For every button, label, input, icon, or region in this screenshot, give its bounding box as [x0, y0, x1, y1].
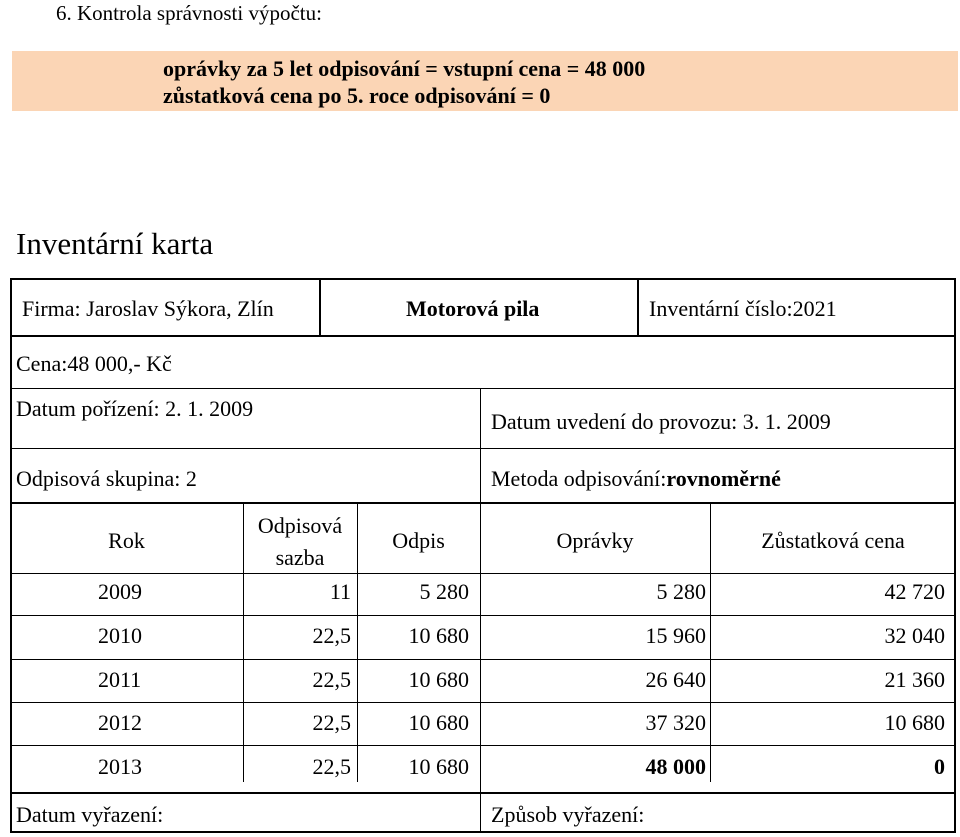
row-divider: [10, 659, 956, 660]
row-2012-sazba: 22,5: [312, 710, 351, 735]
card-left-border: [10, 278, 12, 833]
check-line-zustatkova: zůstatková cena po 5. roce odpisování = 0: [163, 83, 551, 108]
row-divider: [10, 388, 956, 389]
row-2011-zustatkova: 21 360: [884, 667, 945, 692]
check-highlight-box: [12, 51, 958, 111]
row-divider: [10, 792, 956, 794]
cena-label: Cena:48 000,- Kč: [16, 351, 172, 376]
row-2009-zustatkova: 42 720: [884, 579, 945, 604]
card-title: Inventární karta: [16, 226, 214, 261]
divider: [480, 388, 481, 502]
header-odpis: Odpis: [392, 528, 445, 553]
row-2010-rok: 2010: [98, 623, 142, 648]
row-divider: [10, 448, 480, 449]
item-name: Motorová pila: [406, 296, 540, 321]
header-sazba-line2: sazba: [275, 545, 325, 570]
header-rok: Rok: [108, 528, 145, 553]
row-divider: [10, 615, 956, 616]
row-divider: [10, 335, 956, 337]
row-2010-opravky: 15 960: [645, 623, 706, 648]
check-line-opravky: oprávky za 5 let odpisování = vstupní cena = 48 000: [163, 56, 646, 81]
header-opravky: Oprávky: [556, 528, 634, 553]
datum-uvedeni: Datum uvedení do provozu: 3. 1. 2009: [491, 409, 831, 434]
datum-porizeni: Datum pořízení: 2. 1. 2009: [16, 396, 254, 421]
card-bottom-border: [10, 831, 956, 833]
row-2009-odpis: 5 280: [419, 579, 469, 604]
divider: [319, 278, 321, 335]
row-2009-rok: 2009: [98, 579, 142, 604]
row-2011-odpis: 10 680: [408, 667, 469, 692]
row-2012-zustatkova: 10 680: [884, 710, 945, 735]
row-2010-zustatkova: 32 040: [884, 623, 945, 648]
metoda-odpisovani: [491, 466, 781, 492]
row-2011-rok: 2011: [98, 667, 142, 692]
firma-label: Firma: Jaroslav Sýkora, Zlín: [22, 296, 274, 321]
row-2013-opravky: 48 000: [645, 754, 706, 779]
row-divider: [480, 448, 956, 449]
row-divider: [10, 502, 956, 504]
row-2012-opravky: 37 320: [645, 710, 706, 735]
row-2013-rok: 2013: [98, 754, 142, 779]
row-2013-odpis: 10 680: [408, 754, 469, 779]
zpusob-vyrazeni: Způsob vyřazení:: [491, 802, 645, 827]
card-right-border: [954, 278, 956, 833]
header-sazba-line1: Odpisová: [257, 513, 343, 538]
row-2013-zustatkova: 0: [934, 754, 945, 779]
row-2010-sazba: 22,5: [312, 623, 351, 648]
metoda-value: rovnoměrné: [666, 466, 781, 491]
row-2010-odpis: 10 680: [408, 623, 469, 648]
row-2012-rok: 2012: [98, 710, 142, 735]
row-2013-sazba: 22,5: [312, 754, 351, 779]
row-2012-odpis: 10 680: [408, 710, 469, 735]
datum-vyrazeni: Datum vyřazení:: [16, 802, 164, 827]
section-heading: 6. Kontrola správnosti výpočtu:: [56, 1, 322, 25]
header-zustatkova: Zůstatková cena: [761, 528, 905, 553]
row-2011-sazba: 22,5: [312, 667, 351, 692]
divider: [637, 278, 639, 335]
odpisova-skupina: Odpisová skupina: 2: [16, 466, 197, 491]
row-2011-opravky: 26 640: [645, 667, 706, 692]
row-2009-opravky: 5 280: [656, 579, 706, 604]
inventory-number: Inventární číslo:2021: [649, 296, 837, 321]
card-top-border: [10, 278, 956, 280]
row-divider: [10, 745, 956, 746]
inventory-card: [10, 278, 956, 833]
row-2009-sazba: 11: [329, 579, 351, 604]
row-divider: [10, 702, 956, 703]
metoda-label: Metoda odpisování:: [491, 466, 667, 491]
row-divider: [10, 573, 956, 574]
